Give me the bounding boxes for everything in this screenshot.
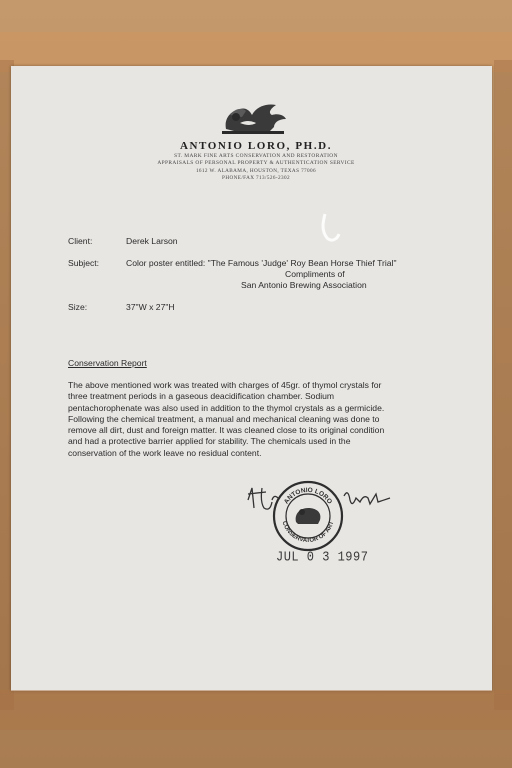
winged-lion-logo-icon (216, 101, 290, 139)
seal-text-bottom: CONSERVATOR OF ART (280, 520, 336, 545)
svg-text:ANTONIO LORO (283, 487, 333, 505)
letterhead-phone: PHONE/FAX 713/526-2302 (222, 175, 290, 181)
size-label: Size: (68, 302, 88, 312)
report-paragraph (68, 380, 438, 459)
client-label: Client: (68, 236, 93, 246)
subject-value: Color poster entitled: "The Famous 'Judge' Roy Bean Horse Thief Trial" (126, 258, 397, 268)
letterhead-address: 1612 W. ALABAMA, HOUSTON, TEXAS 77006 (195, 168, 317, 174)
letterhead-line: APPRAISALS OF PERSONAL PROPERTY & AUTHENTICATION SERVICE (157, 160, 355, 166)
masking-tape-bottom (0, 690, 512, 730)
glare-highlight (313, 212, 343, 246)
size-value: 37"W x 27"H (126, 302, 175, 312)
subject-value: Compliments of (285, 269, 345, 279)
letterhead-line: ST. MARK FINE ARTS CONSERVATION AND RESTORATION (174, 153, 338, 159)
date-stamp: JUL 0 3 1997 (276, 548, 369, 566)
report-line: The above mentioned work was treated with charges of 45gr. of thymol crystals for (68, 380, 382, 390)
report-line: and had a protective barrier applied for stability. The chemicals used in the (68, 436, 351, 447)
seal-text-top: ANTONIO LORO (282, 486, 334, 506)
subject-value: San Antonio Brewing Association (241, 280, 367, 290)
conservator-seal (272, 480, 344, 552)
subject-label: Subject: (68, 258, 100, 268)
report-line: three treatment periods in a gaseous deacidification chamber. Sodium (68, 391, 335, 402)
report-heading: Conservation Report (68, 358, 147, 368)
letterhead-name: ANTONIO LORO, PH.D. (179, 140, 333, 152)
report-line: Following the chemical treatment, a manual and mechanical cleaning was done to (68, 413, 380, 424)
report-line: remove all dirt, dust and foreign matter. It was cleaned close to its original condition (68, 425, 385, 436)
client-value: Derek Larson (126, 236, 178, 246)
report-line: pentachorophenate was also used in addition to the thymol crystals as a germicide. (68, 402, 385, 413)
report-line: conservation of the work leave no residual content. (68, 447, 262, 458)
